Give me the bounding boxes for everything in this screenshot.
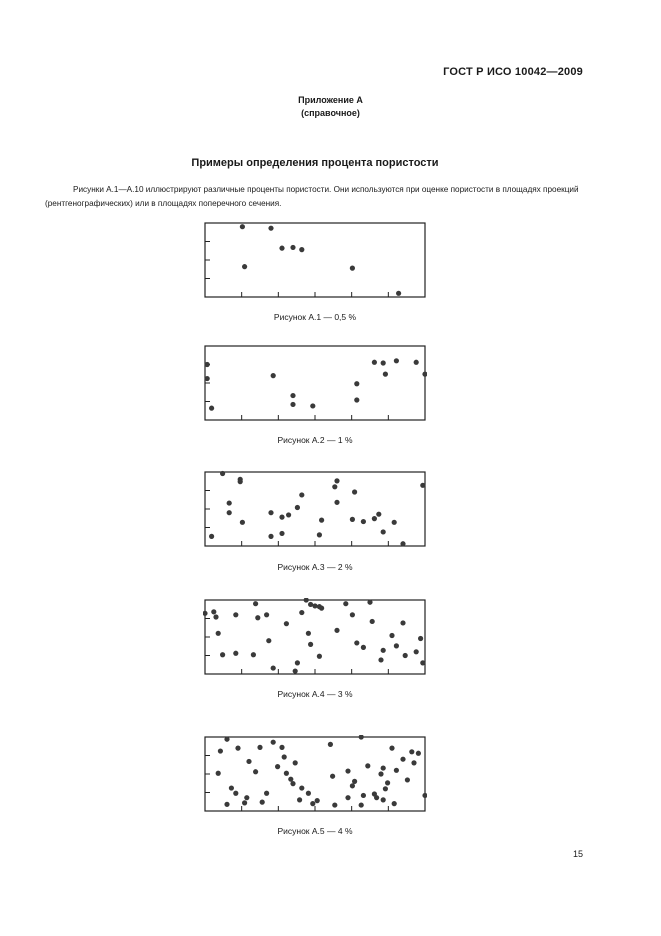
- figure-frame: [205, 472, 425, 546]
- pore-dot: [374, 795, 379, 800]
- pore-dot: [394, 643, 399, 648]
- pore-dot: [266, 638, 271, 643]
- pore-dot: [229, 785, 234, 790]
- pore-dot: [203, 611, 208, 616]
- figure-a1: [203, 221, 427, 299]
- pore-dot: [233, 612, 238, 617]
- pore-dot: [378, 771, 383, 776]
- pore-dot: [343, 601, 348, 606]
- pore-dot: [350, 783, 355, 788]
- pore-dot: [392, 520, 397, 525]
- pore-dot: [246, 759, 251, 764]
- pore-dot: [392, 801, 397, 806]
- figure-a3-plot: [203, 470, 427, 548]
- figure-a2: [203, 344, 427, 422]
- pore-dot: [308, 642, 313, 647]
- pore-dot: [284, 771, 289, 776]
- pore-dot: [354, 397, 359, 402]
- pore-dot: [315, 798, 320, 803]
- figure-a4-caption: Рисунок А.4 — 3 %: [277, 689, 353, 699]
- figure-a1-caption: Рисунок А.1 — 0,5 %: [273, 312, 357, 322]
- pore-dot: [235, 746, 240, 751]
- pore-dot: [290, 781, 295, 786]
- pore-dot: [420, 660, 425, 665]
- document-code: ГОСТ Р ИСО 10042—2009: [443, 66, 583, 78]
- pore-dot: [260, 800, 265, 805]
- pore-dot: [359, 802, 364, 807]
- pore-dot: [253, 601, 258, 606]
- pore-dot: [253, 769, 258, 774]
- figure-a1-plot: [203, 221, 427, 299]
- pore-dot: [227, 500, 232, 505]
- intro-text: Рисунки А.1—А.10 иллюстрируют различные проценты пористости. Они используются при оценке пористости в площадях проекций (рентгенографических) или в площадях поперечного сечения.: [45, 185, 579, 208]
- pore-dot: [414, 360, 419, 365]
- pore-dot: [290, 402, 295, 407]
- pore-dot: [367, 600, 372, 605]
- pore-dot: [328, 742, 333, 747]
- pore-dot: [224, 737, 229, 742]
- pore-dot: [268, 534, 273, 539]
- pore-dot: [400, 541, 405, 546]
- pore-dot: [209, 534, 214, 539]
- figure-a2-plot: [203, 344, 427, 422]
- pore-dot: [290, 393, 295, 398]
- pore-dot: [400, 757, 405, 762]
- pore-dot: [317, 532, 322, 537]
- pore-dot: [293, 668, 298, 673]
- pore-dot: [420, 483, 425, 488]
- annex-subtitle: (справочное): [301, 108, 360, 118]
- pore-dot: [271, 665, 276, 670]
- pore-dot: [372, 360, 377, 365]
- figure-frame: [205, 223, 425, 297]
- pore-dot: [422, 372, 427, 377]
- pore-dot: [257, 745, 262, 750]
- pore-dot: [411, 760, 416, 765]
- figure-a2-caption: Рисунок А.2 — 1 %: [277, 435, 353, 445]
- pore-dot: [279, 246, 284, 251]
- pore-dot: [330, 774, 335, 779]
- pore-dot: [297, 797, 302, 802]
- pore-dot: [295, 660, 300, 665]
- figure-a3-caption: Рисунок А.3 — 2 %: [277, 562, 353, 572]
- intro-paragraph: [45, 183, 585, 210]
- pore-dot: [271, 373, 276, 378]
- pore-dot: [220, 471, 225, 476]
- pore-dot: [304, 598, 309, 603]
- pore-dot: [306, 791, 311, 796]
- pore-dot: [251, 652, 256, 657]
- pore-dot: [218, 748, 223, 753]
- pore-dot: [319, 606, 324, 611]
- pore-dot: [240, 224, 245, 229]
- pore-dot: [345, 795, 350, 800]
- pore-dot: [332, 484, 337, 489]
- pore-dot: [389, 633, 394, 638]
- pore-dot: [350, 517, 355, 522]
- page-number: 15: [573, 849, 584, 859]
- pore-dot: [209, 406, 214, 411]
- pore-dot: [365, 763, 370, 768]
- pore-dot: [286, 512, 291, 517]
- pore-dot: [422, 793, 427, 798]
- annex-title: Приложение А: [298, 95, 363, 105]
- pore-dot: [264, 791, 269, 796]
- pore-dot: [389, 746, 394, 751]
- pore-dot: [352, 489, 357, 494]
- pore-dot: [370, 619, 375, 624]
- pore-dot: [275, 764, 280, 769]
- pore-dot: [352, 779, 357, 784]
- pore-dot: [418, 636, 423, 641]
- pore-dot: [334, 628, 339, 633]
- pore-dot: [400, 620, 405, 625]
- pore-dot: [233, 651, 238, 656]
- pore-dot: [242, 800, 247, 805]
- pore-dot: [310, 801, 315, 806]
- pore-dot: [205, 362, 210, 367]
- pore-dot: [403, 653, 408, 658]
- pore-dot: [381, 529, 386, 534]
- pore-dot: [244, 795, 249, 800]
- pore-dot: [359, 735, 364, 740]
- pore-dot: [385, 780, 390, 785]
- pore-dot: [211, 609, 216, 614]
- pore-dot: [354, 640, 359, 645]
- pore-dot: [350, 612, 355, 617]
- pore-dot: [216, 631, 221, 636]
- pore-dot: [240, 520, 245, 525]
- pore-dot: [282, 754, 287, 759]
- figure-a4: [203, 598, 427, 676]
- pore-dot: [416, 751, 421, 756]
- pore-dot: [383, 786, 388, 791]
- pore-dot: [345, 768, 350, 773]
- pore-dot: [381, 797, 386, 802]
- pore-dot: [255, 615, 260, 620]
- pore-dot: [350, 266, 355, 271]
- pore-dot: [268, 226, 273, 231]
- pore-dot: [414, 649, 419, 654]
- pore-dot: [381, 648, 386, 653]
- pore-dot: [405, 777, 410, 782]
- pore-dot: [409, 749, 414, 754]
- pore-dot: [396, 291, 401, 296]
- pore-dot: [394, 768, 399, 773]
- pore-dot: [268, 510, 273, 515]
- figure-a3: [203, 470, 427, 548]
- pore-dot: [319, 518, 324, 523]
- pore-dot: [354, 381, 359, 386]
- pore-dot: [381, 360, 386, 365]
- pore-dot: [299, 492, 304, 497]
- pore-dot: [205, 376, 210, 381]
- pore-dot: [381, 765, 386, 770]
- pore-dot: [238, 479, 243, 484]
- pore-dot: [299, 785, 304, 790]
- pore-dot: [216, 771, 221, 776]
- pore-dot: [224, 802, 229, 807]
- pore-dot: [383, 372, 388, 377]
- pore-dot: [334, 500, 339, 505]
- pore-dot: [372, 516, 377, 521]
- pore-dot: [290, 245, 295, 250]
- figure-a5: [203, 735, 427, 813]
- pore-dot: [213, 614, 218, 619]
- pore-dot: [264, 612, 269, 617]
- section-title: Примеры определения процента пористости: [191, 157, 439, 169]
- pore-dot: [279, 745, 284, 750]
- pore-dot: [361, 793, 366, 798]
- figure-a5-caption: Рисунок А.5 — 4 %: [277, 826, 353, 836]
- pore-dot: [227, 510, 232, 515]
- pore-dot: [317, 654, 322, 659]
- pore-dot: [306, 631, 311, 636]
- pore-dot: [220, 652, 225, 657]
- pore-dot: [332, 802, 337, 807]
- pore-dot: [284, 621, 289, 626]
- pore-dot: [233, 791, 238, 796]
- pore-dot: [334, 478, 339, 483]
- pore-dot: [394, 358, 399, 363]
- pore-dot: [378, 657, 383, 662]
- figure-frame: [205, 346, 425, 420]
- pore-dot: [312, 603, 317, 608]
- pore-dot: [299, 247, 304, 252]
- pore-dot: [361, 519, 366, 524]
- pore-dot: [308, 602, 313, 607]
- pore-dot: [293, 760, 298, 765]
- figure-a5-plot: [203, 735, 427, 813]
- pore-dot: [288, 777, 293, 782]
- pore-dot: [271, 740, 276, 745]
- pore-dot: [299, 610, 304, 615]
- pore-dot: [242, 264, 247, 269]
- pore-dot: [295, 505, 300, 510]
- pore-dot: [376, 512, 381, 517]
- pore-dot: [279, 531, 284, 536]
- figure-a4-plot: [203, 598, 427, 676]
- pore-dot: [310, 403, 315, 408]
- pore-dot: [361, 645, 366, 650]
- pore-dot: [279, 515, 284, 520]
